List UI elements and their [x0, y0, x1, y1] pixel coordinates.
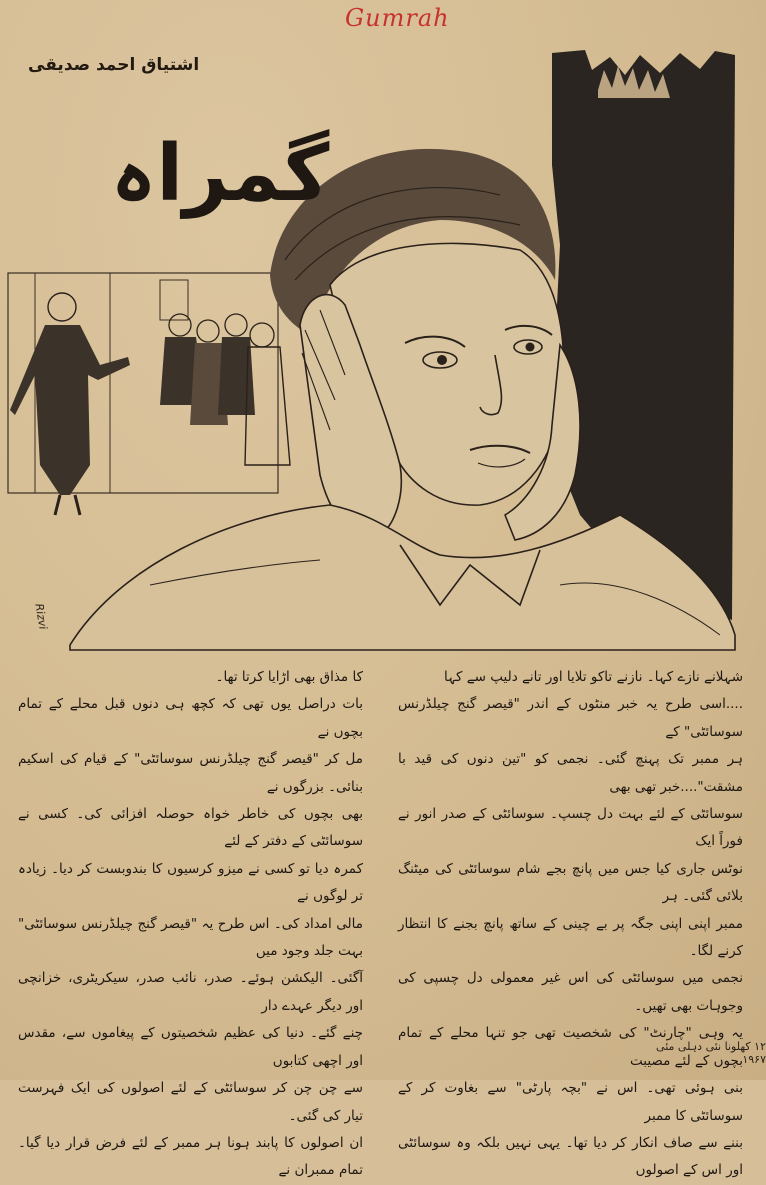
paragraph-line: آگئی۔ الیکشن ہوئے۔ صدر، نائب صدر، سیکریٹری، خزانچی اور دیگر عہدے دار — [18, 970, 363, 1014]
paragraph-line: چنے گئے۔ دنیا کی عظیم شخصیتوں کے پیغاموں سے، مقدس اور اچھی کتابوں — [18, 1025, 363, 1069]
paragraph-line: کا مذاق بھی اڑایا کرتا تھا۔ — [215, 669, 363, 685]
paragraph-line: ممبر اپنی اپنی جگہ پر بے چینی کے ساتھ پانچ بجنے کا انتظار کرنے لگا۔ — [398, 915, 743, 960]
paragraph-line: بنی ہوئی تھی۔ اس نے "بچہ پارٹی" سے بغاوت کر کے سوسائٹی کا ممبر — [398, 1080, 743, 1124]
paragraph-line: یہ وہی "چارنٹ" کی شخصیت تھی جو تنہا محلے کے تمام بچوں کے لئے مصیبت — [398, 1025, 743, 1069]
author-name: اشتیاق احمد صدیقی — [28, 55, 200, 75]
page-footer: ۱۲ کھلونا نئی دہلی مئی ۱۹۶۷ — [656, 1040, 766, 1066]
paragraph-line: بننے سے صاف انکار کر دیا تھا۔ یہی نہیں بلکہ وہ سوسائٹی اور اس کے اصولوں — [398, 1134, 743, 1179]
paragraph-line: ہر ممبر تک پہنچ گئی۔ نجمی کو "تین دنوں کی قید با مشقت"....خبر تھی بھی — [398, 751, 743, 795]
paragraph-line: سے چن چن کر سوسائٹی کے لئے اصولوں کی ایک فہرست تیار کی گئی۔ — [18, 1080, 363, 1124]
paragraph-line: بات دراصل یوں تھی کہ کچھ ہی دنوں قبل محلے کے تمام بچوں نے — [18, 696, 363, 740]
paragraph-line: ....اسی طرح یہ خبر منٹوں کے اندر "قیصر گنج چیلڈرنس سوسائٹی" کے — [398, 696, 743, 740]
text-column-right — [398, 664, 743, 1185]
paragraph-line: نجمی میں سوسائٹی کی اس غیر معمولی دل چسپی کی وجوہات بھی تھیں۔ — [398, 970, 743, 1014]
paragraph-line: بھی بچوں کی خاطر خواہ حوصلہ افزائی کی۔ کسی نے سوسائٹی کے دفتر کے لئے — [18, 806, 363, 850]
paragraph-line: مالی امداد کی۔ اس طرح یہ "قیصر گنج چیلڈرنس سوسائٹی" بہت جلد وجود میں — [18, 915, 363, 960]
paragraph-line: ان اصولوں کا پابند ہونا ہر ممبر کے لئے فرض قرار دیا گیا۔ تمام ممبران نے — [18, 1134, 363, 1179]
artist-signature: Rizvi — [32, 602, 50, 631]
handwritten-title-note: Gumrah — [345, 4, 450, 32]
paragraph-line: شہلانے نازے کہا۔ نازنے تاکو تلایا اور تانے دلیپ سے کہا — [444, 669, 743, 685]
text-column-left — [18, 664, 363, 1185]
story-title: گمراہ — [110, 129, 330, 219]
paragraph-line: سوسائٹی کے لئے بہت دل چسپ۔ سوسائٹی کے صدر انور نے فوراً ایک — [398, 806, 743, 850]
paragraph-line: مل کر "قیصر گنج چیلڈرنس سوسائٹی" کے قیام کی اسکیم بنائی۔ بزرگوں نے — [18, 751, 363, 795]
paragraph-line: نوٹس جاری کیا جس میں پانچ بجے شام سوسائٹی کی میٹنگ بلائی گئی۔ ہر — [398, 860, 743, 905]
paragraph-line: کمرہ دیا تو کسی نے میزو کرسیوں کا بندوبست کر دیا۔ زیادہ تر لوگوں نے — [18, 860, 363, 905]
story-title-calligraphy — [110, 105, 330, 235]
